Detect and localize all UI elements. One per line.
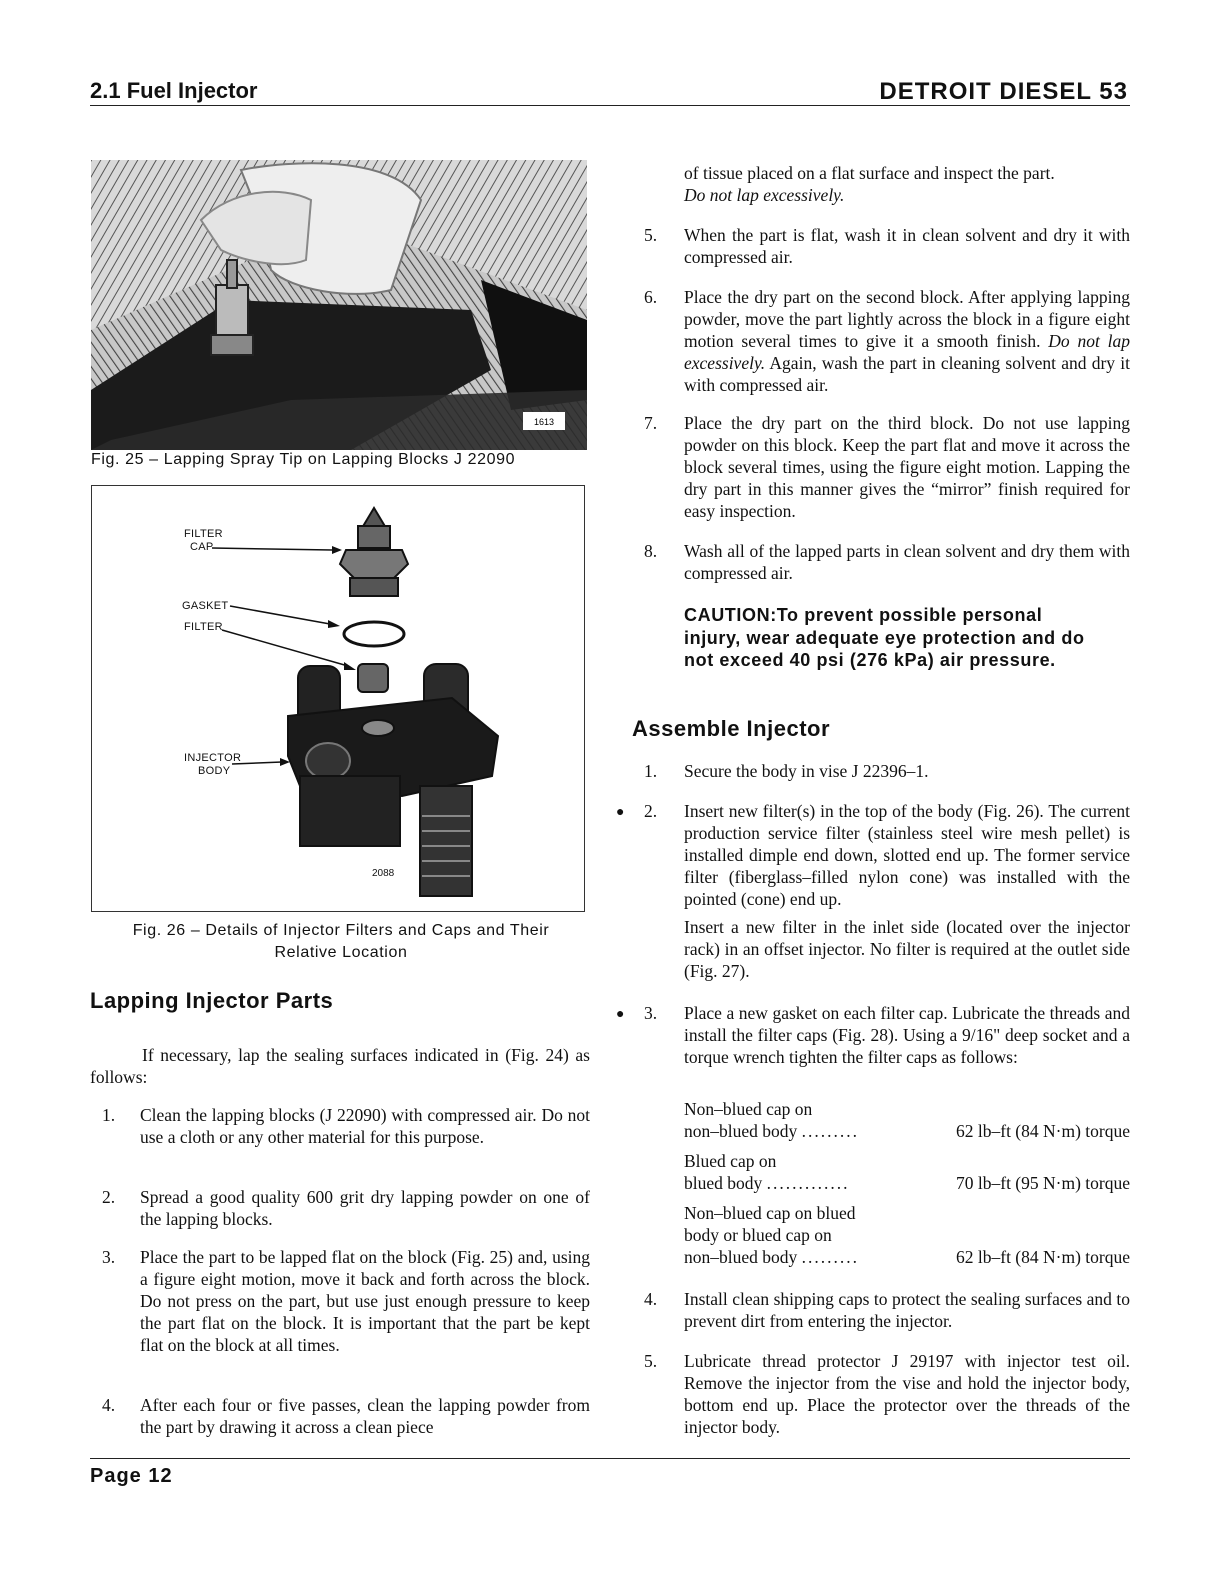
section-title: 2.1 Fuel Injector: [90, 78, 258, 103]
lapping-photo-illustration: [91, 160, 587, 450]
fig25-photo: [91, 160, 587, 450]
torque-row: body or blued cap on: [684, 1225, 832, 1245]
lapping-heading: Lapping Injector Parts: [90, 988, 334, 1013]
fig25-caption: Fig. 25 – Lapping Spray Tip on Lapping Blocks J 22090: [91, 451, 516, 468]
fig25-photo-number: 1613: [533, 417, 555, 427]
torque-row: non–blued body ......... 62 lb–ft (84 N·m) torque: [684, 1121, 1130, 1141]
page-number: Page 12: [90, 1465, 173, 1487]
label-gasket: GASKET: [182, 600, 229, 612]
assemble-heading: Assemble Injector: [632, 716, 831, 741]
label-filter-cap: FILTER CAP: [184, 528, 223, 553]
revision-bullet: ●: [616, 1007, 625, 1022]
torque-row: non–blued body ......... 62 lb–ft (84 N·m) torque: [684, 1247, 1130, 1267]
filter-cap-part: [340, 508, 408, 596]
label-filter: FILTER: [184, 621, 223, 633]
injector-body-part: [288, 664, 498, 896]
torque-row: blued body ............. 70 lb–ft (95 N·m) torque: [684, 1173, 1130, 1193]
torque-row: Blued cap on: [684, 1151, 777, 1171]
fig26-drawing-number: 2088: [372, 868, 395, 879]
label-injector-body: INJECTOR BODY: [184, 752, 242, 777]
fig26-caption: Fig. 26 – Details of Injector Filters and Caps and Their Relative Location: [132, 922, 550, 961]
caution-note: CAUTION:To prevent possible personal injury, wear adequate eye protection and do not exceed 40 psi (276 kPa) air pressure.: [684, 605, 1085, 670]
lapping-step4-continued: of tissue placed on a flat surface and inspect the part. Do not lap excessively.: [684, 163, 1055, 205]
footer-rule: [90, 1458, 1130, 1459]
header-rule: [90, 105, 1130, 106]
revision-bullet: ●: [616, 805, 625, 820]
lapping-intro: If necessary, lap the sealing surfaces indicated in (Fig. 24) as follows:: [90, 1045, 590, 1087]
torque-table: [684, 1098, 1130, 1274]
injector-exploded-diagram: [92, 486, 584, 911]
torque-row: Non–blued cap on: [684, 1099, 813, 1119]
fig26-drawing: [91, 485, 585, 912]
manual-title: DETROIT DIESEL 53: [879, 78, 1128, 105]
torque-row: Non–blued cap on blued: [684, 1203, 856, 1223]
